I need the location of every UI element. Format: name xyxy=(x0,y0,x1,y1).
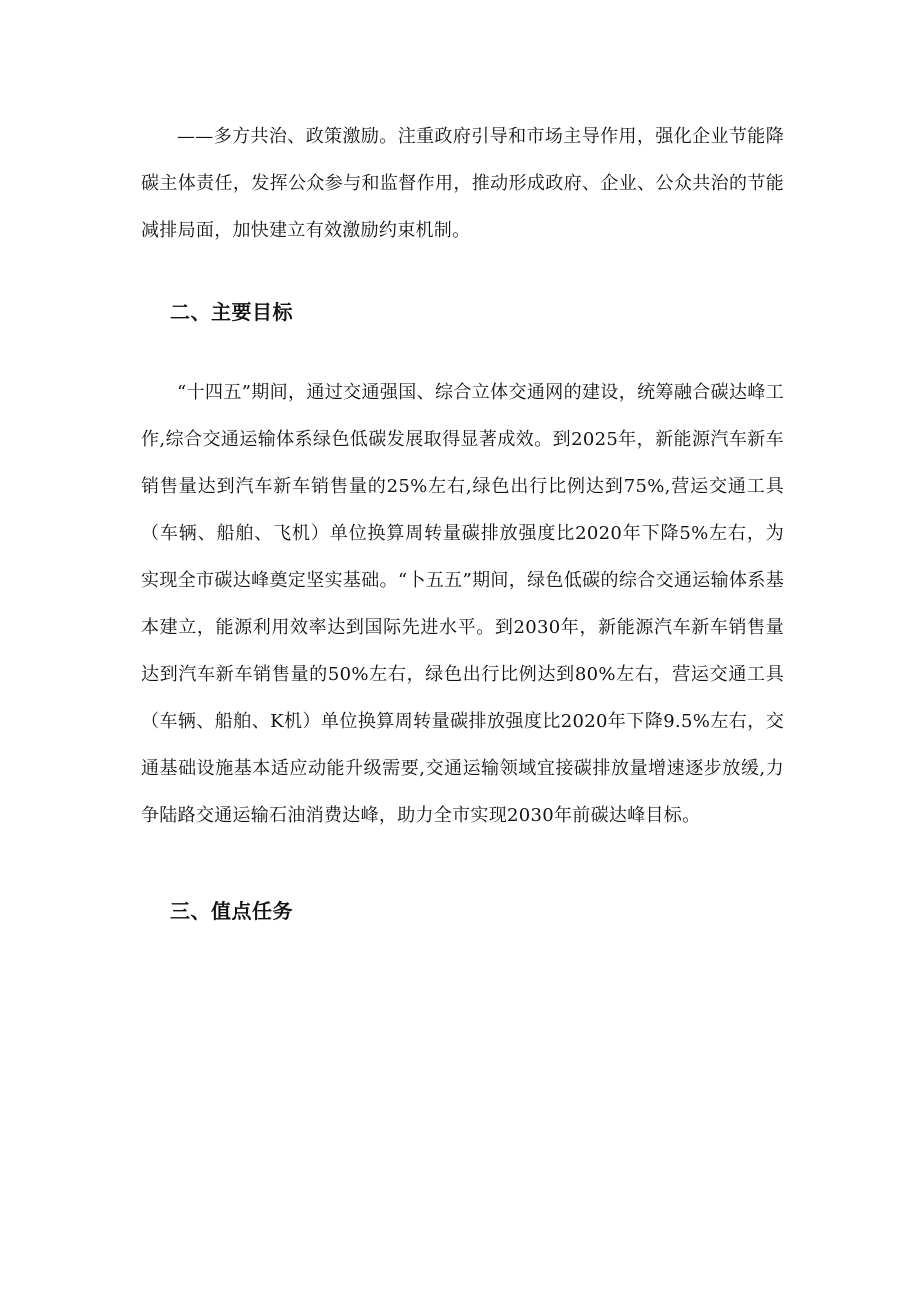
section-heading-main-goals: 二、主要目标 xyxy=(170,300,293,324)
paragraph-principle: ——多方共治、政策激励。注重政府引导和市场主导作用，强化企业节能降碳主体责任，发挥公众参与和监督作用，推动形成政府、企业、公众共治的节能减排局面，加快建立有效激励约束机制。 xyxy=(141,126,784,241)
section-heading-key-tasks: 三、值点任务 xyxy=(170,899,293,923)
paragraph-main-goals: “十四五”期间，通过交通强国、综合立体交通网的建设，统筹融合碳达峰工作,综合交通运输体系绿色低碳发展取得显著成效。到2025年，新能源汽车新车销售量达到汽车新车销售量的25%左右,绿色出行比例达到75%,营运交通工具（车辆、船舶、飞机）单位换算周转量碳排放强度比2020年下降5%左右，为实现全市碳达峰奠定坚实基础。“卜五五”期间，绿色低碳的综合交通运输体系基本建立，能源利用效率达到国际先进水平。到2030年，新能源汽车新车销售量达到汽车新车销售量的50%左右，绿色出行比例达到80%左右，营运交通工具（车辆、船舶、K机）单位换算周转量碳排放强度比2020年下降9.5%左右，交通基础设施基本适应动能升级需要,交通运输领域宜接碳排放量增速逐步放缓,力争陆路交通运输石油消费达峰，助力全市实现2030年前碳达峰目标。 xyxy=(141,382,784,826)
